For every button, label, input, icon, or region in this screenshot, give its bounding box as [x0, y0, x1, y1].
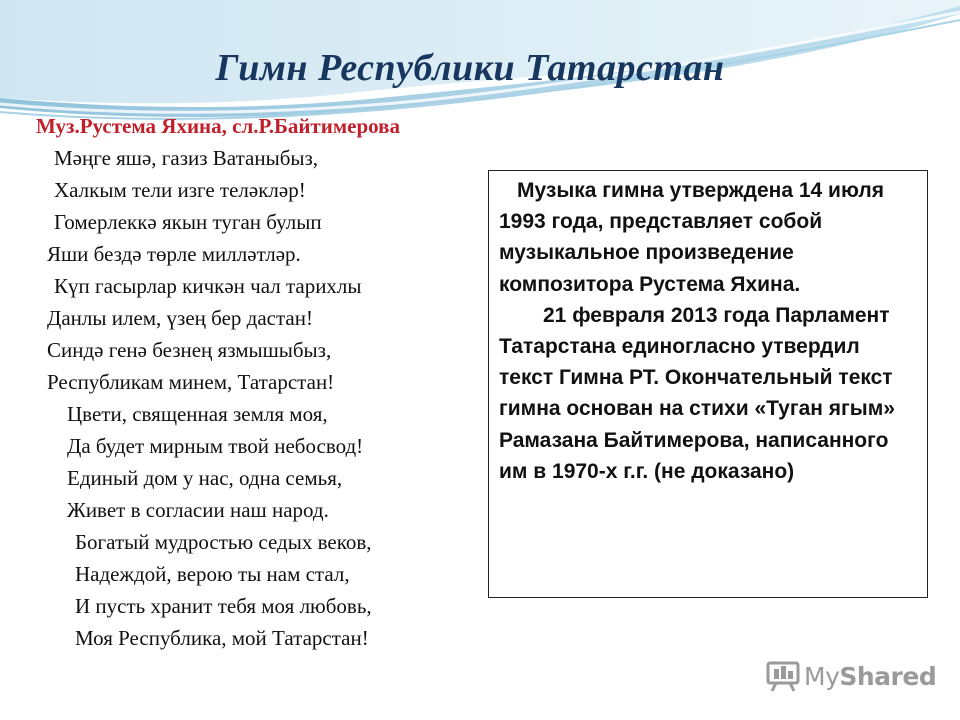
presentation-board-icon	[766, 659, 800, 693]
watermark-brand-regular: My	[804, 661, 840, 691]
poem-line: Синдә генә безнең язмышыбыз,	[47, 338, 332, 362]
poem-line: Мәңге яшә, газиз Ватаныбыз,	[54, 146, 319, 170]
credits-line: Муз.Рустема Яхина, сл.Р.Байтимерова	[36, 114, 400, 138]
poem-line: Единый дом у нас, одна семья,	[67, 466, 343, 490]
watermark-brand-bold: Shared	[839, 661, 937, 691]
poem-line: Гомерлеккә якын туган булып	[54, 210, 322, 234]
myshared-watermark	[766, 656, 936, 696]
poem-line: Күп гасырлар кичкән чал тарихлы	[54, 274, 362, 298]
poem-line: Моя Республика, мой Татарстан!	[75, 626, 369, 650]
info-text	[499, 175, 917, 487]
poem-line: Живет в согласии наш народ.	[67, 498, 329, 522]
poem-line: Республикам минем, Татарстан!	[47, 370, 335, 394]
poem-line: Халкым тели изге теләкләр!	[54, 178, 306, 202]
poem-line: Надеждой, верою ты нам стал,	[75, 562, 350, 586]
info-paragraph: 21 февраля 2013 года Парламент Татарстана единогласно утвердил текст Гимна РТ. Окончательный текст гимна основан на стихи «Туган ягым» Рамазана Байтимерова, написанного им в 1970-х г.г. (не доказано)	[499, 303, 895, 483]
anthem-info-box	[488, 170, 928, 598]
poem-line: И пусть хранит тебя моя любовь,	[75, 594, 372, 618]
poem-line: Яши бездә төрле милләтләр.	[47, 242, 301, 266]
poem-line: Да будет мирным твой небосвод!	[67, 434, 364, 458]
info-paragraph: Музыка гимна утверждена 14 июля 1993 года, представляет собой музыкальное произведение композитора Рустема Яхина.	[499, 179, 884, 296]
poem-line: Данлы илем, үзең бер дастан!	[47, 306, 313, 330]
poem-line: Богатый мудростью седых веков,	[75, 530, 372, 554]
slide-title: Гимн Республики Татарстан	[215, 47, 725, 89]
watermark-brand	[804, 662, 936, 691]
poem-line: Цвети, священная земля моя,	[67, 402, 328, 426]
